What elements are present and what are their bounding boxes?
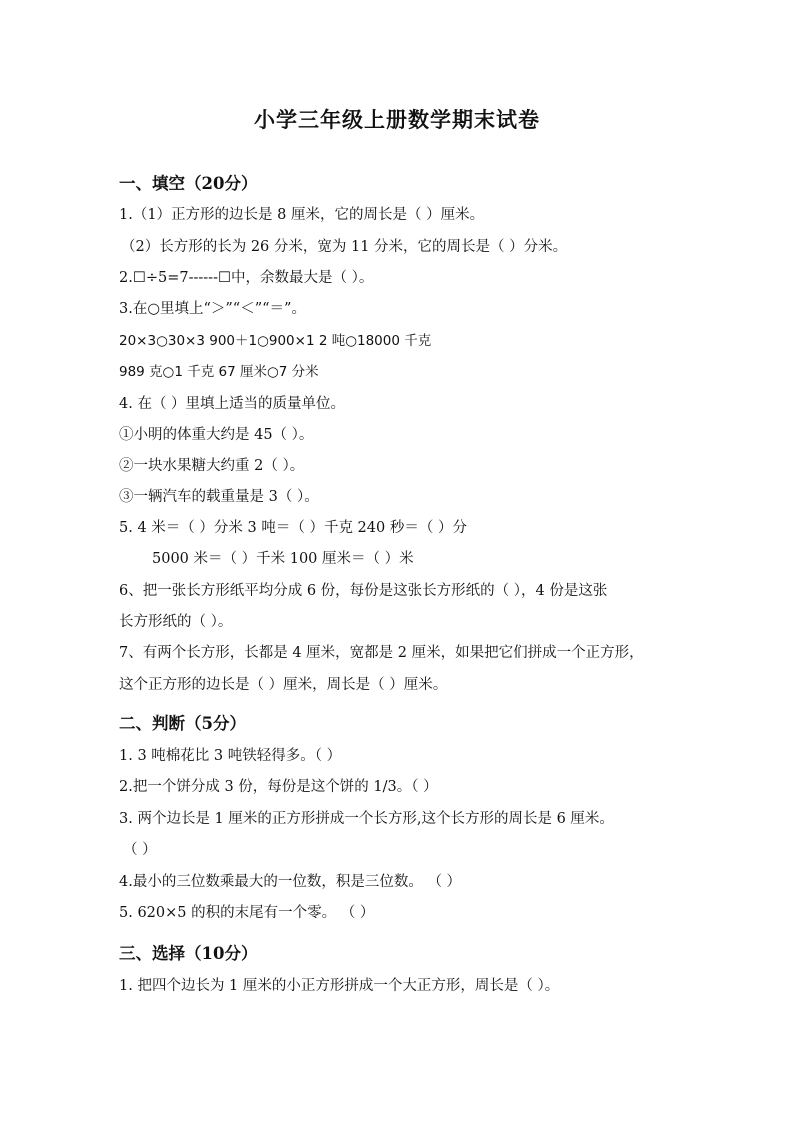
question-line: 6、把一张长方形纸平均分成 6 份，每份是这张长方形纸的（ ），4 份是这张 (119, 583, 608, 599)
question-line: 5. 4 米＝（ ）分米 3 吨＝（ ）千克 240 秒＝（ ）分 (119, 520, 467, 536)
question-line: ②一块水果糖大约重 2（ ）。 (119, 458, 305, 474)
question-line: ③一辆汽车的载重量是 3（ ）。 (119, 489, 319, 505)
question-line: 5000 米＝（ ）千米 100 厘米＝（ ）米 (152, 551, 414, 567)
section-heading-fill: 一、填空（20分） (119, 174, 258, 193)
question-line: 5. 620×5 的积的末尾有一个零。 （ ） (119, 905, 375, 921)
question-line: 3. 两个边长是 1 厘米的正方形拼成一个长方形,这个长方形的周长是 6 厘米。 (119, 811, 614, 827)
question-line: 2.把一个饼分成 3 份，每份是这个饼的 1/3。（ ） (119, 779, 438, 795)
question-line: 989 克○1 千克 67 厘米○7 分米 (119, 364, 319, 380)
question-line: 1. 把四个边长为 1 厘米的小正方形拼成一个大正方形，周长是（ ）。 (119, 978, 560, 994)
question-line: 7、有两个长方形，长都是 4 厘米，宽都是 2 厘米，如果把它们拼成一个正方形， (119, 645, 644, 661)
question-line: （ ） (123, 842, 157, 858)
question-line: 20×3○30×3 900＋1○900×1 2 吨○18000 千克 (119, 333, 432, 349)
question-line: 2.☐÷5=7------☐中，余数最大是（ ）。 (119, 270, 374, 286)
question-line: 4. 在（ ）里填上适当的质量单位。 (119, 396, 346, 412)
question-line: 长方形纸的（ ）。 (119, 614, 233, 630)
question-line: 3.在○里填上“＞”“＜”“＝”。 (119, 301, 306, 317)
question-line: 这个正方形的边长是（ ）厘米，周长是（ ）厘米。 (119, 677, 448, 693)
section-heading-judge: 二、判断（5分） (119, 714, 246, 733)
question-line: ①小明的体重大约是 45（ ）。 (119, 427, 314, 443)
page-title: 小学三年级上册数学期末试卷 (254, 107, 540, 132)
question-line: （2）长方形的长为 26 分米，宽为 11 分米，它的周长是（ ）分米。 (121, 239, 568, 255)
section-heading-choice: 三、选择（10分） (119, 944, 258, 963)
question-line: 4.最小的三位数乘最大的一位数，积是三位数。 （ ） (119, 874, 462, 890)
question-line: 1.（1）正方形的边长是 8 厘米，它的周长是（ ）厘米。 (119, 207, 485, 223)
question-line: 1. 3 吨棉花比 3 吨铁轻得多。（ ） (119, 748, 342, 764)
